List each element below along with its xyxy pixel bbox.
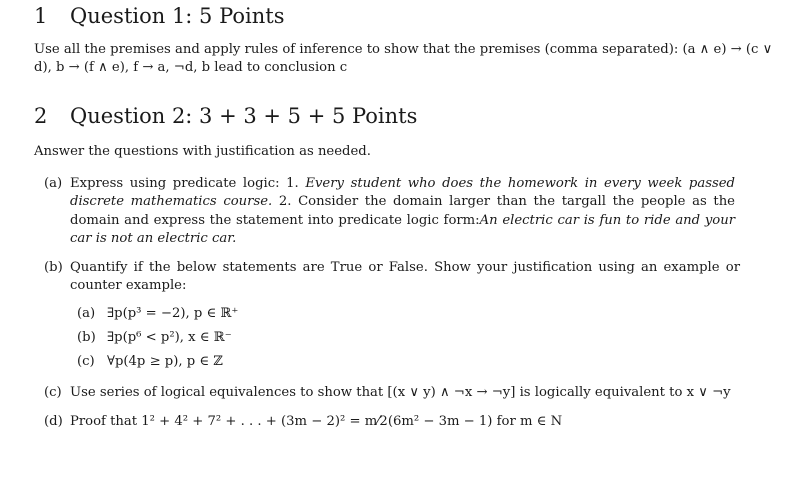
question-2-number: 2 xyxy=(34,104,48,128)
subitem-c-text: ∀p(4p ≥ p), p ∈ ℤ xyxy=(107,354,223,369)
question-2-intro: Answer the questions with justification as needed. xyxy=(34,144,371,159)
item-c-text: Use series of logical equivalences to show that [(x ∨ y) ∧ ¬x → ¬y] is logically equivalent to x ∨ ¬y xyxy=(70,385,731,400)
subitem-b-text: ∃p(p⁶ < p²), x ∈ ℝ⁻ xyxy=(107,330,232,345)
subitem-c xyxy=(77,354,223,369)
subitem-a-text: ∃p(p³ = −2), p ∈ ℝ⁺ xyxy=(107,306,239,321)
item-a-text xyxy=(70,175,735,248)
subitem-b xyxy=(77,330,232,345)
subitem-a xyxy=(77,306,238,321)
question-1-heading xyxy=(34,4,284,28)
item-a-text-2: 2. Consider the domain larger than the targall the people as the domain and express the statement into predicate logic form: xyxy=(70,194,735,228)
question-1-text: Use all the premises and apply rules of inference to show that the premises (comma separated): (a ∧ e) → (c ∨ d), b → (f ∧ e), f → a, ¬d, b lead to conclusion c xyxy=(34,42,773,75)
question-1-title: Question 1: 5 Points xyxy=(70,4,285,28)
subitem-c-label: (c) xyxy=(77,354,95,369)
subitem-a-label: (a) xyxy=(77,306,96,321)
item-d-label: (d) xyxy=(44,414,63,429)
item-d-text: Proof that 1² + 4² + 7² + . . . + (3m − 2)² = m⁄2(6m² − 3m − 1) for m ∈ N xyxy=(70,414,563,429)
item-a-label: (a) xyxy=(44,176,63,191)
question-2-heading xyxy=(34,104,417,128)
item-a-text-1: Express using predicate logic: 1. xyxy=(70,176,306,191)
item-b-text: Quantify if the below statements are True or False. Show your justification using an example or counter example: xyxy=(70,260,740,294)
subitem-b-label: (b) xyxy=(77,330,96,345)
question-1-number: 1 xyxy=(34,4,48,28)
item-c-label: (c) xyxy=(44,385,62,400)
item-a-italic-2: An electric car is fun to ride and your car is not an electric car. xyxy=(70,212,736,246)
item-b-label: (b) xyxy=(44,260,63,275)
item-a-italic-1: Every student who does the homework in every week passed discrete mathematics course. xyxy=(70,176,735,210)
question-2-title: Question 2: 3 + 3 + 5 + 5 Points xyxy=(70,104,418,128)
